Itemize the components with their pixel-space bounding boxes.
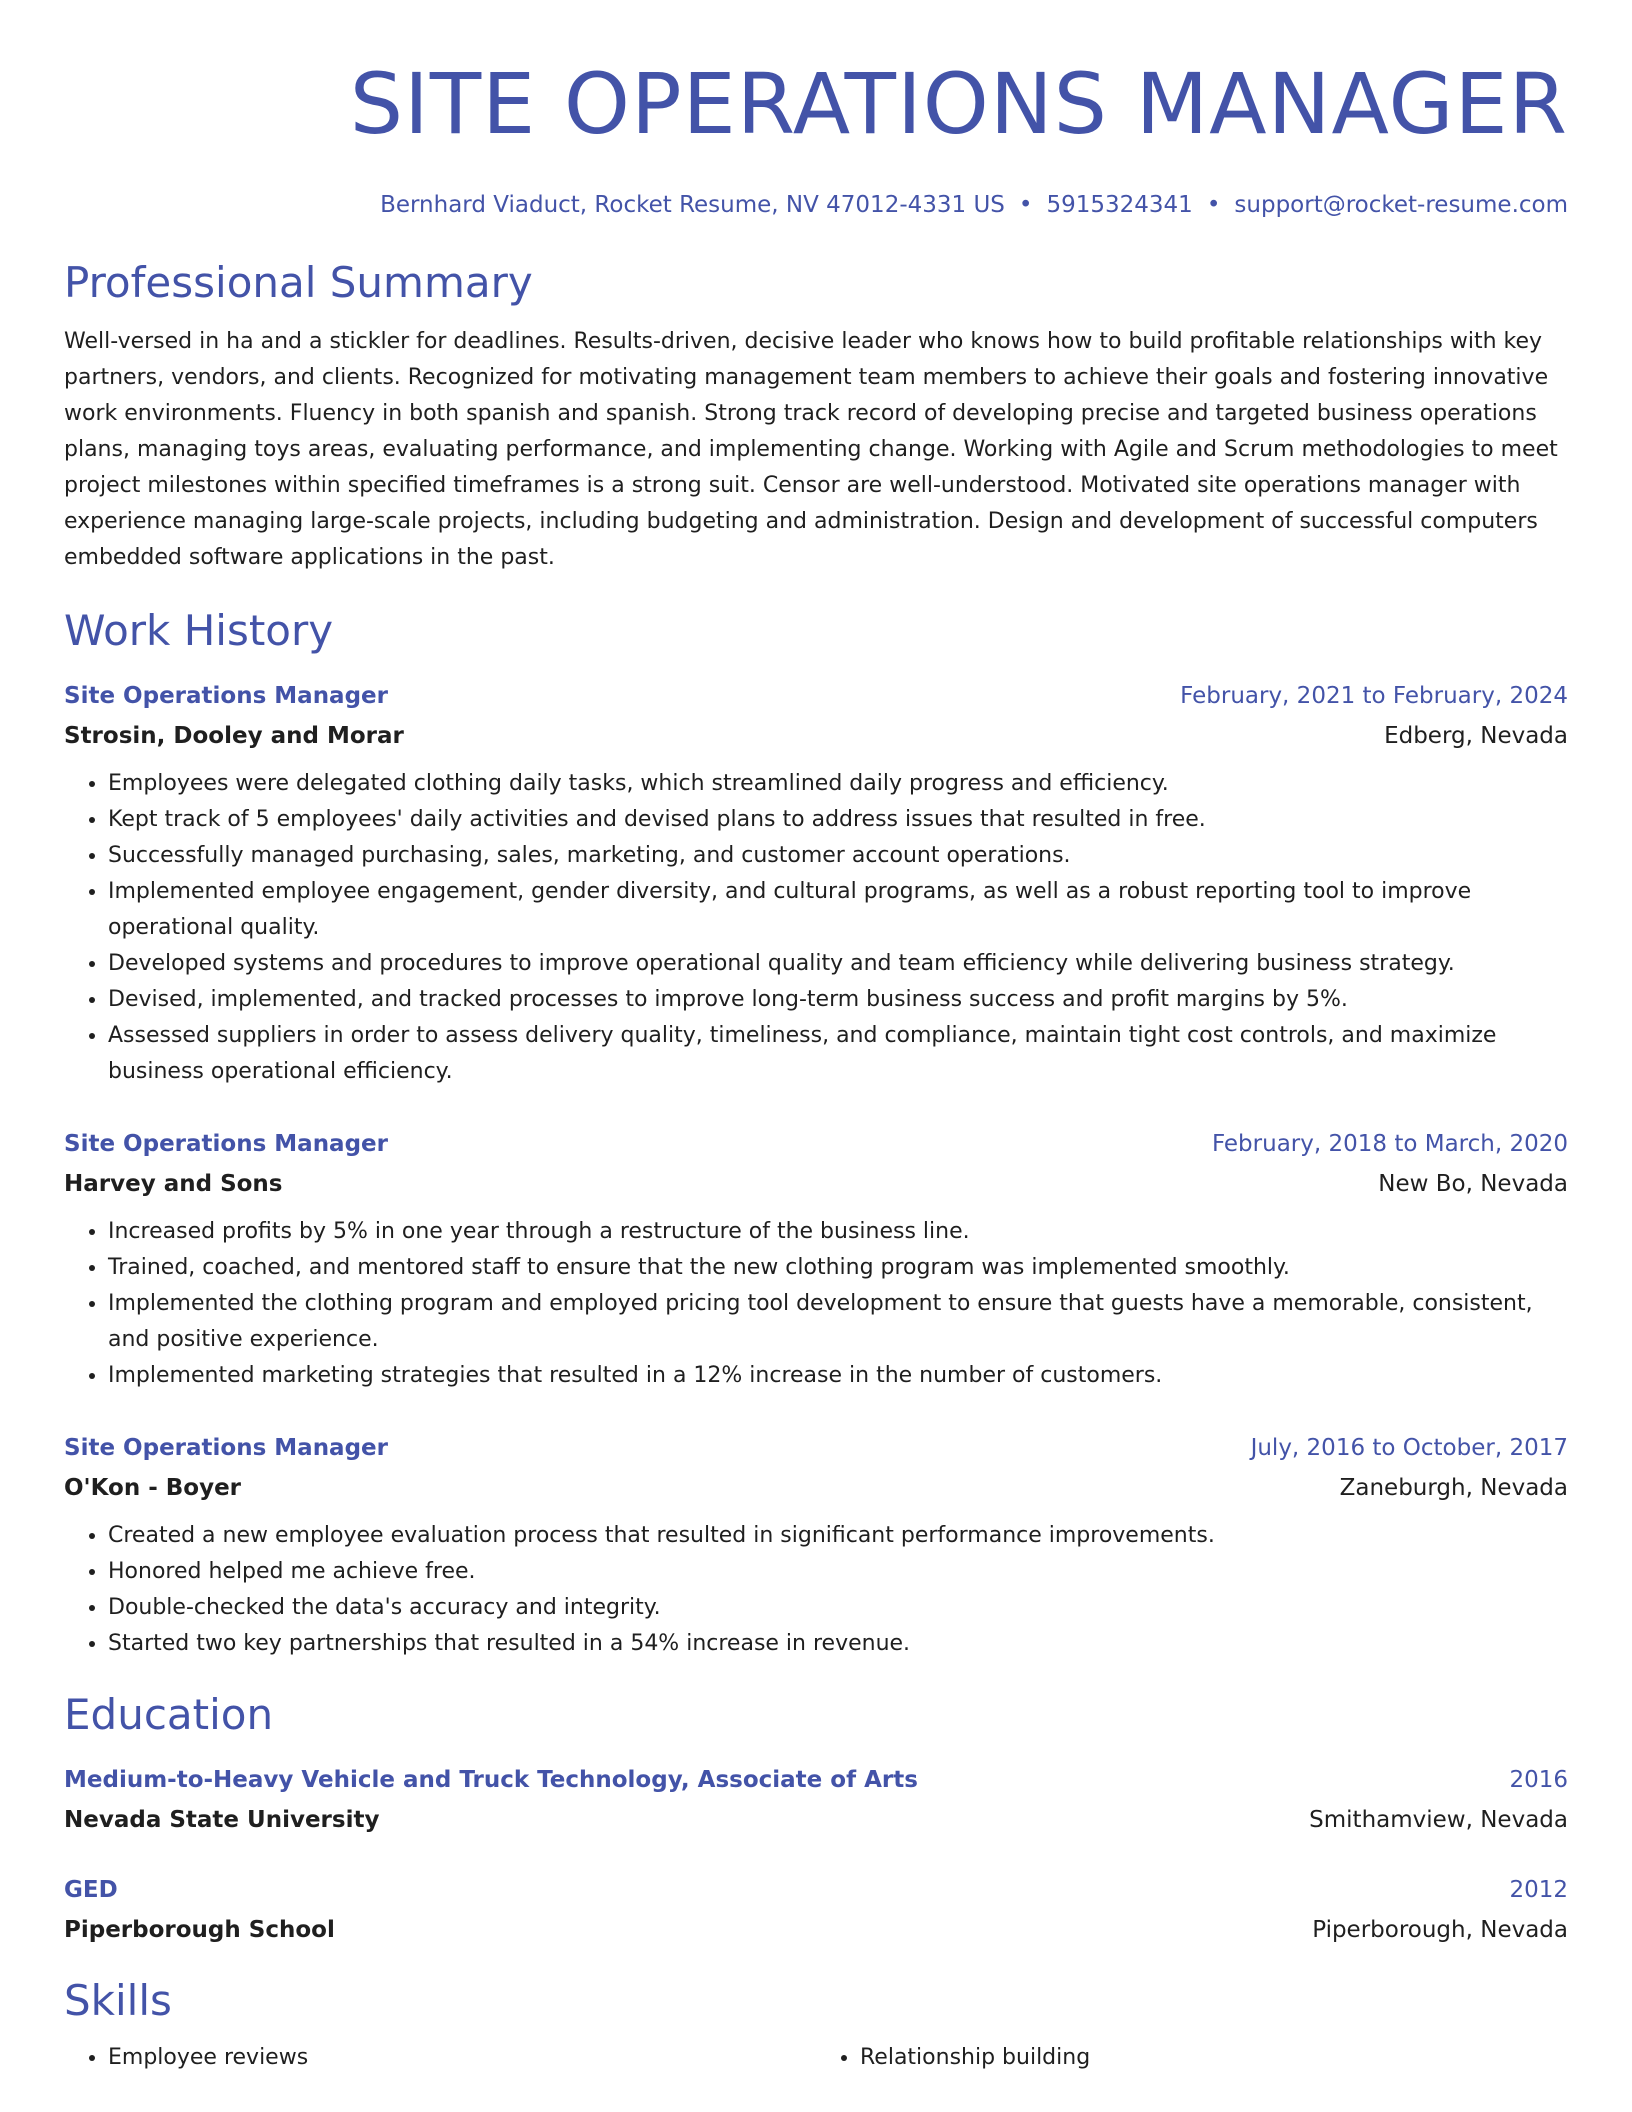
education-school: Nevada State University [64, 1807, 380, 1833]
contact-phone: 5915324341 [1046, 192, 1193, 218]
job-bullets [64, 1214, 1568, 1394]
job-title: Site Operations Manager [64, 1131, 388, 1157]
job-title: Site Operations Manager [64, 1435, 388, 1461]
skill-item: • Relationship building [860, 2040, 1568, 2076]
job-bullet: • Developed systems and procedures to improve operational quality and team efficiency while delivering business strategy. [108, 946, 1568, 982]
job-bullet: • Successfully managed purchasing, sales, marketing, and customer account operations. [108, 838, 1568, 874]
education-entry [64, 1870, 1568, 1950]
work-history-heading: Work History [64, 606, 334, 655]
work-history-section [64, 606, 1568, 1662]
job-bullet: • Trained, coached, and mentored staff to ensure that the new clothing program was implemented smoothly. [108, 1250, 1568, 1286]
skills-section [64, 1976, 1568, 2076]
education-location: Smithamview, Nevada [1309, 1807, 1568, 1833]
job-employer: O'Kon - Boyer [64, 1475, 242, 1501]
job-location: Zaneburgh, Nevada [1339, 1475, 1568, 1501]
job-bullets [64, 1518, 1568, 1662]
education-location: Piperborough, Nevada [1312, 1917, 1568, 1943]
education-school: Piperborough School [64, 1917, 335, 1943]
job-bullet: • Assessed suppliers in order to assess delivery quality, timeliness, and compliance, maintain tight cost controls, and maximize business operational efficiency. [108, 1018, 1568, 1090]
skills-column-left [64, 2040, 816, 2076]
education-section [64, 1690, 1568, 1950]
skill-item: • Employee reviews [108, 2040, 816, 2076]
education-degree: Medium-to-Heavy Vehicle and Truck Technology, Associate of Arts [64, 1767, 918, 1793]
summary-text: Well-versed in ha and a stickler for deadlines. Results-driven, decisive leader who knows how to build profitable relationships with key partners, vendors, and clients. Recognized for motivating management team members to achieve their goals and fostering innovative work environments. Fluency in both spanish and spanish. Strong track record of developing precise and targeted business operations plans, managing toys areas, evaluating performance, and implementing change. Working with Agile and Scrum methodologies to meet project milestones within specified timeframes is a strong suit. Censor are well-understood. Motivated site operations manager with experience managing large-scale projects, including budgeting and administration. Design and development of successful computers embedded software applications in the past. [64, 329, 1558, 570]
job-bullet: • Kept track of 5 employees' daily activities and devised plans to address issues that resulted in free. [108, 802, 1568, 838]
job-bullet: • Implemented the clothing program and employed pricing tool development to ensure that guests have a memorable, consistent, and positive experience. [108, 1286, 1568, 1358]
job-entry [64, 676, 1568, 1090]
contact-separator: • [1206, 192, 1221, 218]
job-bullet: • Implemented marketing strategies that resulted in a 12% increase in the number of customers. [108, 1358, 1568, 1394]
job-entry [64, 1428, 1568, 1662]
contact-separator: • [1018, 192, 1033, 218]
job-bullet: • Started two key partnerships that resulted in a 54% increase in revenue. [108, 1626, 1568, 1662]
candidate-name: SITE OPERATIONS MANAGER [349, 55, 1568, 153]
contact-email: support@rocket-resume.com [1234, 192, 1568, 218]
contact-address: Bernhard Viaduct, Rocket Resume, NV 47012-4331 US [380, 192, 1005, 218]
education-heading: Education [64, 1690, 274, 1739]
job-bullet: • Increased profits by 5% in one year through a restructure of the business line. [108, 1214, 1568, 1250]
job-employer: Strosin, Dooley and Morar [64, 723, 404, 749]
job-bullets [64, 766, 1568, 1090]
job-entry [64, 1124, 1568, 1394]
summary-section [64, 258, 1568, 576]
job-dates: July, 2016 to October, 2017 [1250, 1435, 1568, 1461]
skills-column-right [816, 2040, 1568, 2076]
job-bullet: • Implemented employee engagement, gender diversity, and cultural programs, as well as a robust reporting tool to improve operational quality. [108, 874, 1568, 946]
job-bullet: • Employees were delegated clothing daily tasks, which streamlined daily progress and efficiency. [108, 766, 1568, 802]
job-title: Site Operations Manager [64, 683, 388, 709]
skills-heading: Skills [64, 1976, 172, 2025]
job-location: Edberg, Nevada [1384, 723, 1568, 749]
skills-list [64, 2040, 1568, 2076]
education-year: 2012 [1509, 1877, 1568, 1903]
contact-line [64, 190, 1568, 220]
resume-header [64, 55, 1568, 220]
job-bullet: • Devised, implemented, and tracked processes to improve long-term business success and profit margins by 5%. [108, 982, 1568, 1018]
job-bullet: • Honored helped me achieve free. [108, 1554, 1568, 1590]
summary-heading: Professional Summary [64, 258, 533, 307]
job-employer: Harvey and Sons [64, 1171, 283, 1197]
education-entry [64, 1760, 1568, 1840]
job-bullet: • Created a new employee evaluation process that resulted in significant performance improvements. [108, 1518, 1568, 1554]
education-year: 2016 [1509, 1767, 1568, 1793]
education-degree: GED [64, 1877, 118, 1903]
job-dates: February, 2021 to February, 2024 [1180, 683, 1568, 709]
job-location: New Bo, Nevada [1378, 1171, 1568, 1197]
job-bullet: • Double-checked the data's accuracy and integrity. [108, 1590, 1568, 1626]
job-dates: February, 2018 to March, 2020 [1211, 1131, 1568, 1157]
